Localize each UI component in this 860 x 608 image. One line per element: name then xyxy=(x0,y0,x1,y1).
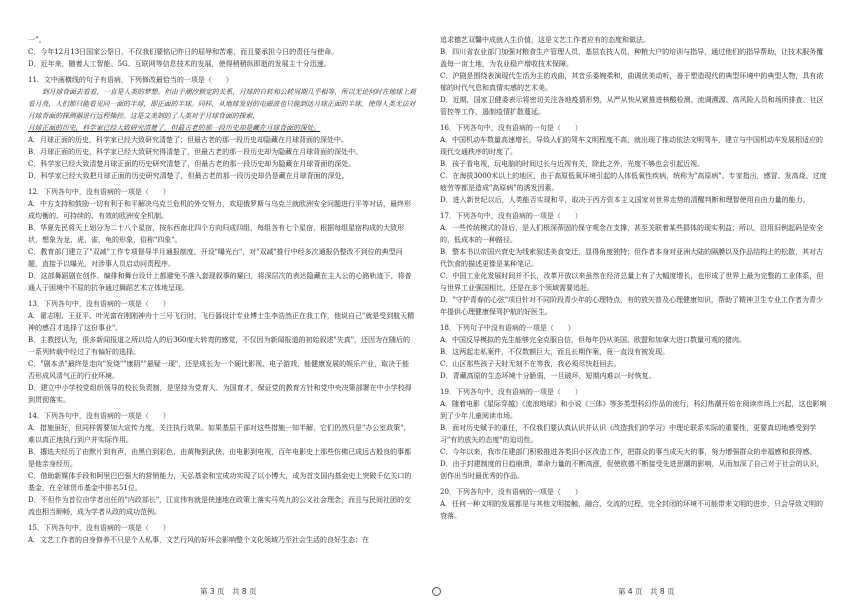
page-number-right-text: 第 4 页 共 8 页 xyxy=(618,587,675,596)
answer-option: A．一些传统模式的背后，是人们根深蒂固的保守观念在支撑，甚至关联着某些群体的现实利益；所以，沿用旧例起码是安全的，低成本的一种路径。 xyxy=(440,224,824,244)
answer-option: C．科学家已经大致清楚月球正面的历史研究清楚了，但最古老的那一段历史却为隐藏在月球背面的深处。 xyxy=(28,160,356,168)
answer-option: D．由于封建制度的日趋崩溃，革命力量的不断高涨，促使欧德不断接受先进思潮的影响，从而加深了自己对于社会的认识，创作出当时最优秀的作品。 xyxy=(440,460,824,480)
answer-option: B．孩子看电视，玩电脑的时间过长与近视有关，除此之外，光度不够也会引起近视。 xyxy=(440,160,705,168)
right-column xyxy=(440,34,828,522)
answer-option: C．借助新媒体手段和阿里巴巴强大的营销能力，天弘基金和宝成功实现了以小博大，成为首支国内基金史上突破千亿关口的基金，在全球货币基金中排名51位。 xyxy=(28,472,412,492)
answer-option: D．科学家已经大致把月球正面的历史研究清楚了，但最古老的那一段历史却仍是藏在月球背面的深处。 xyxy=(28,172,349,180)
answer-option: A．中国机动车数量高速增长，导致人们的驾车文明程度不高，就出现了推动依法文明驾车，建立与中国机动车发展相适应的现代交通秩序的时度了。 xyxy=(440,136,824,156)
question-stem: 15．下列各句中，没有语病的一项是（ ） xyxy=(28,524,170,532)
answer-option: B．面对历史赋予的重任，不仅我们要认真认识并认识《改造我们的学习》中理论联系实际的重要性，更要真切地感受到学习"有的放矢的态度"的迫切性。 xyxy=(440,424,817,444)
answer-option: A．文艺工作者的自身修养不只是个人私事，文艺行风的好坏会影响整个文化领域乃至社会生活的良好生态；在 xyxy=(28,536,370,544)
page-number-left xyxy=(200,586,257,597)
answer-option: A．翟志刚、王亚平、叶光富在刚刚神舟十三号飞行时，飞行器设计专业博士生李浩然正在我工作，他说自己"就是受到航天精神的感召才选择了这份事业"。 xyxy=(28,312,415,332)
answer-option: C．在海拔3000米以上的地区，由于高原低氧环境引起的人体低氧性疾病，统称为"高原病"。专家指出，感冒、发高烧、过度疲劳等都是造成"高原病"的诱发因素。 xyxy=(440,172,827,192)
answer-option: D．"守护青春的心弦"项目针对不同阶段青少年的心理特点，有的放矢普及心理健康知识，帮助了精神卫生专业工作者为青少年提供心理健康保驾护航的好医生。 xyxy=(440,296,824,316)
answer-option: B．这两起走私案件，不仅数额巨大，而且长期作案，竟一直没有被发现。 xyxy=(440,348,670,356)
answer-option: A．任何一种文明的发展都是与其他文明接触、融合、交流的过程，完全封闭的环境不可能带来文明的进步，只会导致文明的衰落。 xyxy=(440,500,824,520)
answer-option: D．近期，国家卫健委表示将密切关注各地疫情形势，从严从快从紧推进核酸检测、流调溯源、高风险人员和场所排查、社区管控等工作，遏制疫情扩散蔓延。 xyxy=(440,96,824,116)
answer-option: D．这部舞蹈剧在创作、编排和舞台设计上都避免不落入套现叙事的窠臼，将深层次的表达隐藏在主人公的心路轨迹下，将普通人于困境中不屈的抗争通过舞蹈艺术立体地呈现。 xyxy=(28,272,412,292)
answer-option: A．中国反导模拟的先生能够完全克服自信，但每年仍从美国、欧盟和加拿大进口数量可观的猪肉。 xyxy=(440,336,747,344)
underlined-sentence: 月球正面的历史，科学家已经大致研究清楚了，但最古老的那一段历史却是藏在月球背面的深处。 xyxy=(28,124,321,132)
answer-option: C．"剧本杀"最终是走向"发烧""康阴""悬疑一现"，还是成长为一个硬比影视、电子游戏，能健康发展的娱乐产业，取决于能否形成风清气正的行业环境。 xyxy=(28,360,410,380)
answer-option: 追求德艺双馨中成就人生价值，这是文艺工作者应有的态度和做法。 xyxy=(440,36,650,44)
answer-option: A．月球正面的历史，科学家已经大致研究清楚了；但最古老的那一段历史却隐藏在月球背面的深处中。 xyxy=(28,136,349,144)
page-number-right xyxy=(618,586,675,597)
answer-option: B．月球正面的历史，科学家已经大致研究得清楚了，但最古老的那一段历史却为隐藏在月球背面的深处中。 xyxy=(28,148,363,156)
question-stem: 13．下列各句中，没有语病的一项是（ ） xyxy=(28,300,170,308)
answer-option: C．今年12月13日国家公祭日，不仅我们要铭记昨日的屈辱和苦难，而且要承担今日的责任与使命。 xyxy=(28,48,339,56)
answer-option: D．建立中小学校党组织领导的校长负责制，是坚持为党育人、为国育才，保证党的教育方针和党中央决策部署在中小学校得到贯彻落实。 xyxy=(28,384,412,404)
answer-option: 一”。 xyxy=(28,36,46,44)
answer-option: B．撂选夫经历了由默片到有声，由黑白到彩色，由黄梅到武侠，由电影到电视，百年电影史上那些仿佛已成远古般良的事都是他亲身经历。 xyxy=(28,448,412,468)
question-stem: 18．下列句子中没有语病的一项是（ ） xyxy=(440,324,575,332)
answer-option: C．山区那些孩子天时无刻不在等我，我必须尽快赶回去。 xyxy=(440,360,621,368)
question-stem: 19．下列各句中，没有语病的一项是（ ） xyxy=(440,388,582,396)
answer-option: D．近年来，随着人工智能、5G、互联网等信息技术的发展，使得稍稍纵即逝的发展主十分迅速。 xyxy=(28,60,331,68)
answer-option: C．教育部门建立了"双减"工作专项督导半月通报制度，开设"曝光台"，对"双减"推行中经多次通报仍整改不到位的典型问题，直接予以曝光，对涉事人员启动问责程序。 xyxy=(28,248,403,268)
answer-option: C．沪剧是围绕表演现代生活为主的戏曲，其音乐委婉柔和，曲调优美动听，善于塑造现代的典型环境中的典型人物，具有浓郁的时代气息和真情实感的艺术美。 xyxy=(440,72,824,92)
passage-text: 到月球背面去看看，一直是人类的梦想。但由于潮汐锁定的关系，月球的自转和公转周期几乎相等，所以无论何时在地球上观看月亮，人们都只能看见同一面的半球，即正面的半球。同样，从地球发射的电磁波也只能到达月球正面的半球，使得人类无法对月球背面的探测器进行远程操控。这是文美制的了人类对于月球背面的探索， xyxy=(28,88,416,120)
page-number-left-text: 第 3 页 共 8 页 xyxy=(200,587,257,596)
answer-option: B．华夏先民将天上划分为二十八个星宿，按东西南北四个方向归成四组，每组各有七个星宿，根据每组星宿构成的大致形状，想象为龙、虎、雀、龟的形象，俗称"四象"。 xyxy=(28,224,405,244)
answer-option: A．措施虽好，但同样需要加大宣传力度，关注执行效果。如果基层干部对这些措施一知半解，它们仍然只是"办公室政策"，难以真正地执行到户并实际作用。 xyxy=(28,424,411,444)
answer-option: B．整本书以帝国兴衰史为线索叙述美食变迁，显得角度独特；但作者本身对亚洲大陆的隔膜以及作品结构上的松散，其对古代饮食的描述更像是某种笔记。 xyxy=(440,248,824,268)
answer-option: C．中国工业化发展时间并不长，改革开放以来虽然在经济总量上有了大幅度增长，也形成了世界上最为完整的工业体系，但与世界工业强国相比，还是在多个领域需要追赶。 xyxy=(440,272,824,292)
answer-option: D．进入新世纪以后，人类能否实现和平，取决于西方资本主义国家对世界走势的清醒判断和理智使用自由力量的能力。 xyxy=(440,196,810,204)
question-stem: 16．下列各句中，没有语病的一句是（ ） xyxy=(440,124,582,132)
binding-mark-icon xyxy=(426,586,441,596)
answer-option: B．四川省农业部门加强对粮食生产管理人员、基层农技人员、种粮大户的培训与指导，通过他们的指导帮助，让技术服务覆盖每一亩土地，为农业稳产增收技术保障。 xyxy=(440,48,824,68)
question-stem: 17．下列各句中，没有语病的一项是（ ） xyxy=(440,212,582,220)
answer-option: A．中方支持和鼓励一切有利于和平解决乌克兰危机的外交努力，欢迎俄罗斯与乌克兰就欧洲安全问题进行平等对话，最终形成均衡的、可持续的、有效的欧洲安全机制。 xyxy=(28,200,412,220)
question-stem: 14．下列各句中，没有语病的一项是（ ） xyxy=(28,412,170,420)
question-stem: 11．文中画横线的句子有语病，下列修改最恰当的一项是（ ） xyxy=(28,76,233,84)
question-stem: 12．下列各句中，没有语病的一项是（ ） xyxy=(28,188,170,196)
question-stem: 20．下列各句中，没有语病的一项是（ ） xyxy=(440,488,582,496)
answer-option: C．今年以来，我市住建部门积极推进各类旧小区改造工作，把群众的事当成天大的事，努力增强群众的幸福感和获得感。 xyxy=(440,448,817,456)
answer-option: D．不但作为首位由学者出任的"内政部长"，江宣伟有就是侠速地在政策上落实马英九的公义社会理念，而且与民间社团的交流也相当顺畅，成为学者从政的成功范例。 xyxy=(28,496,412,516)
left-column xyxy=(28,34,416,546)
answer-option: D．青藏高原的生态环境十分脆弱，一旦破坏，短期内难以一时恢复。 xyxy=(440,372,656,380)
answer-option: A．随着电影《星际穿越》《流浪地球》和小说《三体》等多类型科幻作品的流行，科幻热潮开始在阅读市场上兴起，这也影响到了少年儿童阅读市场。 xyxy=(440,400,827,420)
answer-option: B．主教授认为，很多新闻报道之所以给人的后360度大转弯的感觉，不仅因为新闻报道的初始叙述"失真"，还因为在随后的一系列转载中经过了有偏好的选择。 xyxy=(28,336,410,356)
